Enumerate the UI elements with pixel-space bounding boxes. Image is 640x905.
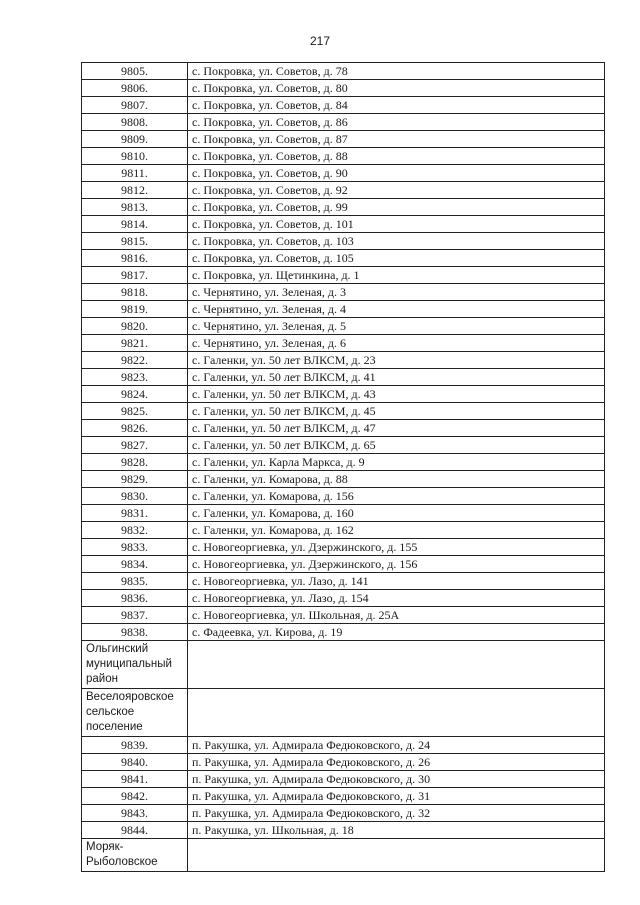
row-address: с. Покровка, ул. Советов, д. 90 [188,165,605,182]
row-address: с. Чернятино, ул. Зеленая, д. 3 [188,284,605,301]
table-row [82,539,605,556]
row-number: 9827. [82,437,188,454]
table-row [82,318,605,335]
row-number: 9819. [82,301,188,318]
row-number: 9824. [82,386,188,403]
table-row [82,590,605,607]
table-row [82,369,605,386]
row-number: 9830. [82,488,188,505]
row-address: п. Ракушка, ул. Адмирала Федюковского, д. 32 [188,805,605,822]
row-address: с. Галенки, ул. 50 лет ВЛКСМ, д. 23 [188,352,605,369]
row-number: 9810. [82,148,188,165]
table-row [82,788,605,805]
table-row [82,437,605,454]
row-address: с. Чернятино, ул. Зеленая, д. 6 [188,335,605,352]
row-number: 9814. [82,216,188,233]
row-number: 9825. [82,403,188,420]
row-address: с. Покровка, ул. Советов, д. 84 [188,97,605,114]
row-number: 9806. [82,80,188,97]
table-row [82,148,605,165]
row-address: с. Галенки, ул. Комарова, д. 160 [188,505,605,522]
table-row [82,250,605,267]
table-row [82,63,605,80]
row-number: 9843. [82,805,188,822]
row-address: с. Чернятино, ул. Зеленая, д. 5 [188,318,605,335]
section-title: Моряк-Рыболовское [82,839,188,872]
section-title: Ольгинский муниципальный район [82,641,188,689]
row-address: с. Новогеоргиевка, ул. Лазо, д. 154 [188,590,605,607]
table-row [82,822,605,839]
table-row [82,471,605,488]
row-number: 9826. [82,420,188,437]
table-row [82,80,605,97]
table-row [82,420,605,437]
table-row [82,199,605,216]
row-address: с. Покровка, ул. Советов, д. 80 [188,80,605,97]
row-number: 9812. [82,182,188,199]
row-number: 9839. [82,737,188,754]
row-address: с. Галенки, ул. Комарова, д. 88 [188,471,605,488]
table-row [82,233,605,250]
row-address: п. Ракушка, ул. Адмирала Федюковского, д. 30 [188,771,605,788]
row-number: 9815. [82,233,188,250]
row-number: 9833. [82,539,188,556]
row-address: с. Галенки, ул. 50 лет ВЛКСМ, д. 43 [188,386,605,403]
row-address: с. Галенки, ул. 50 лет ВЛКСМ, д. 41 [188,369,605,386]
section-header-row [82,641,605,689]
row-number: 9816. [82,250,188,267]
row-address: с. Новогеоргиевка, ул. Школьная, д. 25А [188,607,605,624]
section-header-row [82,689,605,737]
row-number: 9817. [82,267,188,284]
table-row [82,607,605,624]
row-number: 9832. [82,522,188,539]
address-table [81,62,605,872]
row-number: 9838. [82,624,188,641]
table-row [82,335,605,352]
table-row [82,454,605,471]
row-address: с. Покровка, ул. Советов, д. 103 [188,233,605,250]
table-row [82,97,605,114]
table-row [82,352,605,369]
table-row [82,754,605,771]
address-table-body [82,63,605,872]
row-number: 9823. [82,369,188,386]
table-row [82,403,605,420]
row-number: 9805. [82,63,188,80]
row-number: 9820. [82,318,188,335]
row-number: 9844. [82,822,188,839]
row-address: с. Галенки, ул. 50 лет ВЛКСМ, д. 65 [188,437,605,454]
table-row [82,522,605,539]
row-number: 9840. [82,754,188,771]
table-row [82,488,605,505]
row-address: с. Покровка, ул. Советов, д. 87 [188,131,605,148]
table-row [82,805,605,822]
row-address: с. Галенки, ул. 50 лет ВЛКСМ, д. 47 [188,420,605,437]
row-address: с. Галенки, ул. Комарова, д. 156 [188,488,605,505]
row-address: с. Галенки, ул. Комарова, д. 162 [188,522,605,539]
table-row [82,131,605,148]
row-address: с. Чернятино, ул. Зеленая, д. 4 [188,301,605,318]
row-number: 9831. [82,505,188,522]
row-number: 9808. [82,114,188,131]
table-row [82,114,605,131]
row-number: 9807. [82,97,188,114]
row-address: п. Ракушка, ул. Школьная, д. 18 [188,822,605,839]
row-number: 9829. [82,471,188,488]
table-row [82,301,605,318]
row-number: 9828. [82,454,188,471]
row-number: 9834. [82,556,188,573]
row-address: с. Покровка, ул. Советов, д. 88 [188,148,605,165]
row-address: п. Ракушка, ул. Адмирала Федюковского, д. 24 [188,737,605,754]
row-address: с. Фадеевка, ул. Кирова, д. 19 [188,624,605,641]
row-number: 9818. [82,284,188,301]
table-row [82,182,605,199]
row-number: 9841. [82,771,188,788]
row-number: 9809. [82,131,188,148]
row-address: с. Новогеоргиевка, ул. Дзержинского, д. 156 [188,556,605,573]
row-number: 9836. [82,590,188,607]
row-address: с. Покровка, ул. Советов, д. 101 [188,216,605,233]
table-row [82,624,605,641]
row-number: 9813. [82,199,188,216]
table-row [82,267,605,284]
row-address: с. Покровка, ул. Щетинкина, д. 1 [188,267,605,284]
section-empty-cell [188,689,605,737]
row-address: с. Покровка, ул. Советов, д. 105 [188,250,605,267]
table-row [82,737,605,754]
table-row [82,573,605,590]
table-row [82,771,605,788]
row-address: п. Ракушка, ул. Адмирала Федюковского, д. 26 [188,754,605,771]
row-address: с. Покровка, ул. Советов, д. 92 [188,182,605,199]
row-number: 9842. [82,788,188,805]
row-address: с. Покровка, ул. Советов, д. 99 [188,199,605,216]
table-row [82,386,605,403]
table-row [82,556,605,573]
section-empty-cell [188,839,605,872]
row-number: 9835. [82,573,188,590]
row-address: с. Покровка, ул. Советов, д. 78 [188,63,605,80]
section-header-row [82,839,605,872]
section-empty-cell [188,641,605,689]
row-address: п. Ракушка, ул. Адмирала Федюковского, д. 31 [188,788,605,805]
section-title: Веселояровское сельское поселение [82,689,188,737]
row-address: с. Галенки, ул. 50 лет ВЛКСМ, д. 45 [188,403,605,420]
row-number: 9821. [82,335,188,352]
row-address: с. Новогеоргиевка, ул. Дзержинского, д. 155 [188,539,605,556]
row-number: 9811. [82,165,188,182]
row-number: 9822. [82,352,188,369]
row-address: с. Новогеоргиевка, ул. Лазо, д. 141 [188,573,605,590]
row-address: с. Покровка, ул. Советов, д. 86 [188,114,605,131]
row-address: с. Галенки, ул. Карла Маркса, д. 9 [188,454,605,471]
page-number: 217 [309,34,331,48]
row-number: 9837. [82,607,188,624]
table-row [82,216,605,233]
table-row [82,505,605,522]
table-row [82,284,605,301]
table-row [82,165,605,182]
